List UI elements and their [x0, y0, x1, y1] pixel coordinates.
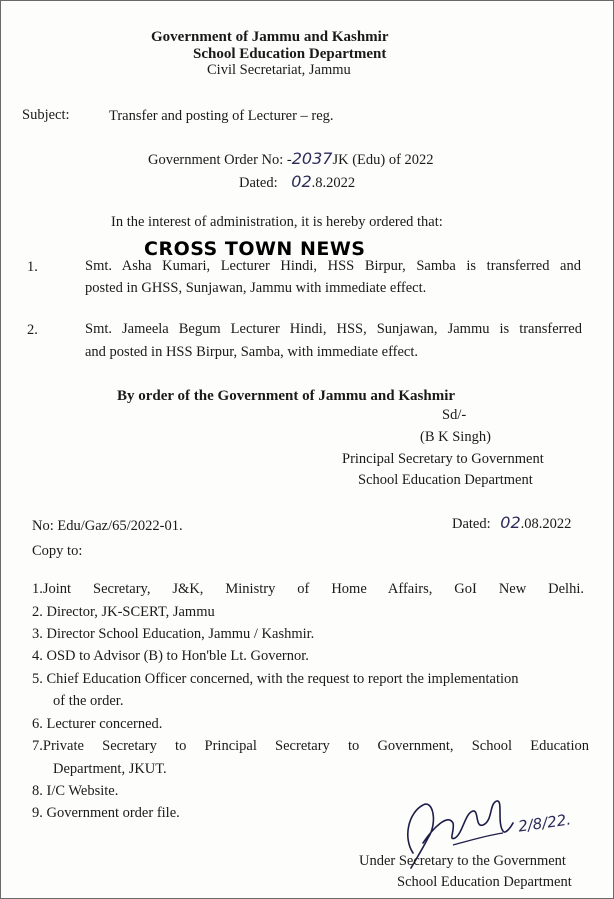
- signatory-designation-1: Principal Secretary to Government: [342, 451, 544, 467]
- order-date-day-handwritten: 02: [291, 172, 312, 191]
- copy-list-item-5-cont: of the order.: [53, 693, 124, 709]
- header-line-3: Civil Secretariat, Jammu: [207, 62, 351, 78]
- order-suffix: JK (Edu) of 2022: [332, 152, 434, 168]
- item-2-number: 2.: [27, 322, 38, 338]
- copy-list-item-4: 4. OSD to Advisor (B) to Hon'ble Lt. Governor.: [32, 648, 309, 664]
- item-2-line-1: Smt. Jameela Begum Lecturer Hindi, HSS, Sunjawan, Jammu is transferred: [85, 321, 582, 337]
- item-2-line-2: and posted in HSS Birpur, Samba, with immediate effect.: [85, 344, 418, 360]
- header-line-2: School Education Department: [193, 46, 387, 62]
- signatory-sd: Sd/-: [442, 407, 467, 423]
- copy-to-heading: Copy to:: [32, 543, 83, 559]
- signatory-designation-2: School Education Department: [358, 472, 533, 488]
- reference-date-day-handwritten: 02: [500, 513, 521, 532]
- order-date-rest: .8.2022: [311, 175, 356, 191]
- copy-list-item-2: 2. Director, JK-SCERT, Jammu: [32, 604, 215, 620]
- under-secretary-line-1: Under Secretary to the Government: [359, 853, 566, 869]
- copy-list-item-5: 5. Chief Education Officer concerned, with the request to report the implementation: [32, 671, 519, 687]
- copy-list-item-8: 8. I/C Website.: [32, 783, 119, 799]
- intro-text: In the interest of administration, it is hereby ordered that:: [111, 214, 443, 230]
- reference-number: No: Edu/Gaz/65/2022-01.: [32, 518, 183, 534]
- header-line-1: Government of Jammu and Kashmir: [151, 29, 389, 45]
- order-dated-label: Dated:: [239, 175, 278, 191]
- watermark-text: CROSS TOWN NEWS: [144, 238, 366, 260]
- under-secretary-line-2: School Education Department: [397, 874, 572, 890]
- reference-dated-label: Dated:: [452, 516, 491, 532]
- copy-list-item-9: 9. Government order file.: [32, 805, 180, 821]
- subject-text: Transfer and posting of Lecturer – reg.: [109, 108, 334, 124]
- copy-list-item-7-cont: Department, JKUT.: [53, 761, 167, 777]
- order-date: [239, 172, 355, 192]
- signatory-name: (B K Singh): [420, 429, 491, 445]
- item-1-line-2: posted in GHSS, Sunjawan, Jammu with immediate effect.: [85, 280, 427, 296]
- item-1-number: 1.: [27, 259, 38, 275]
- copy-list-item-6: 6. Lecturer concerned.: [32, 716, 163, 732]
- reference-date-rest: .08.2022: [520, 516, 572, 532]
- order-number: [148, 149, 434, 169]
- copy-list-item-7: 7.Private Secretary to Principal Secretary to Government, School Education: [32, 738, 589, 754]
- reference-date: [452, 513, 571, 533]
- copy-list-item-3: 3. Director School Education, Jammu / Kashmir.: [32, 626, 315, 642]
- order-prefix: Government Order No: -: [148, 152, 292, 168]
- item-1-line-1: Smt. Asha Kumari, Lecturer Hindi, HSS Birpur, Samba is transferred and: [85, 258, 581, 274]
- subject-label: Subject:: [22, 107, 70, 123]
- copy-list-item-1: 1.Joint Secretary, J&K, Ministry of Home Affairs, GoI New Delhi.: [32, 581, 584, 597]
- by-order-line: By order of the Government of Jammu and Kashmir: [117, 388, 456, 404]
- signature-date-handwritten: 2/8/22.: [517, 810, 573, 836]
- order-number-handwritten: 2037: [291, 149, 333, 168]
